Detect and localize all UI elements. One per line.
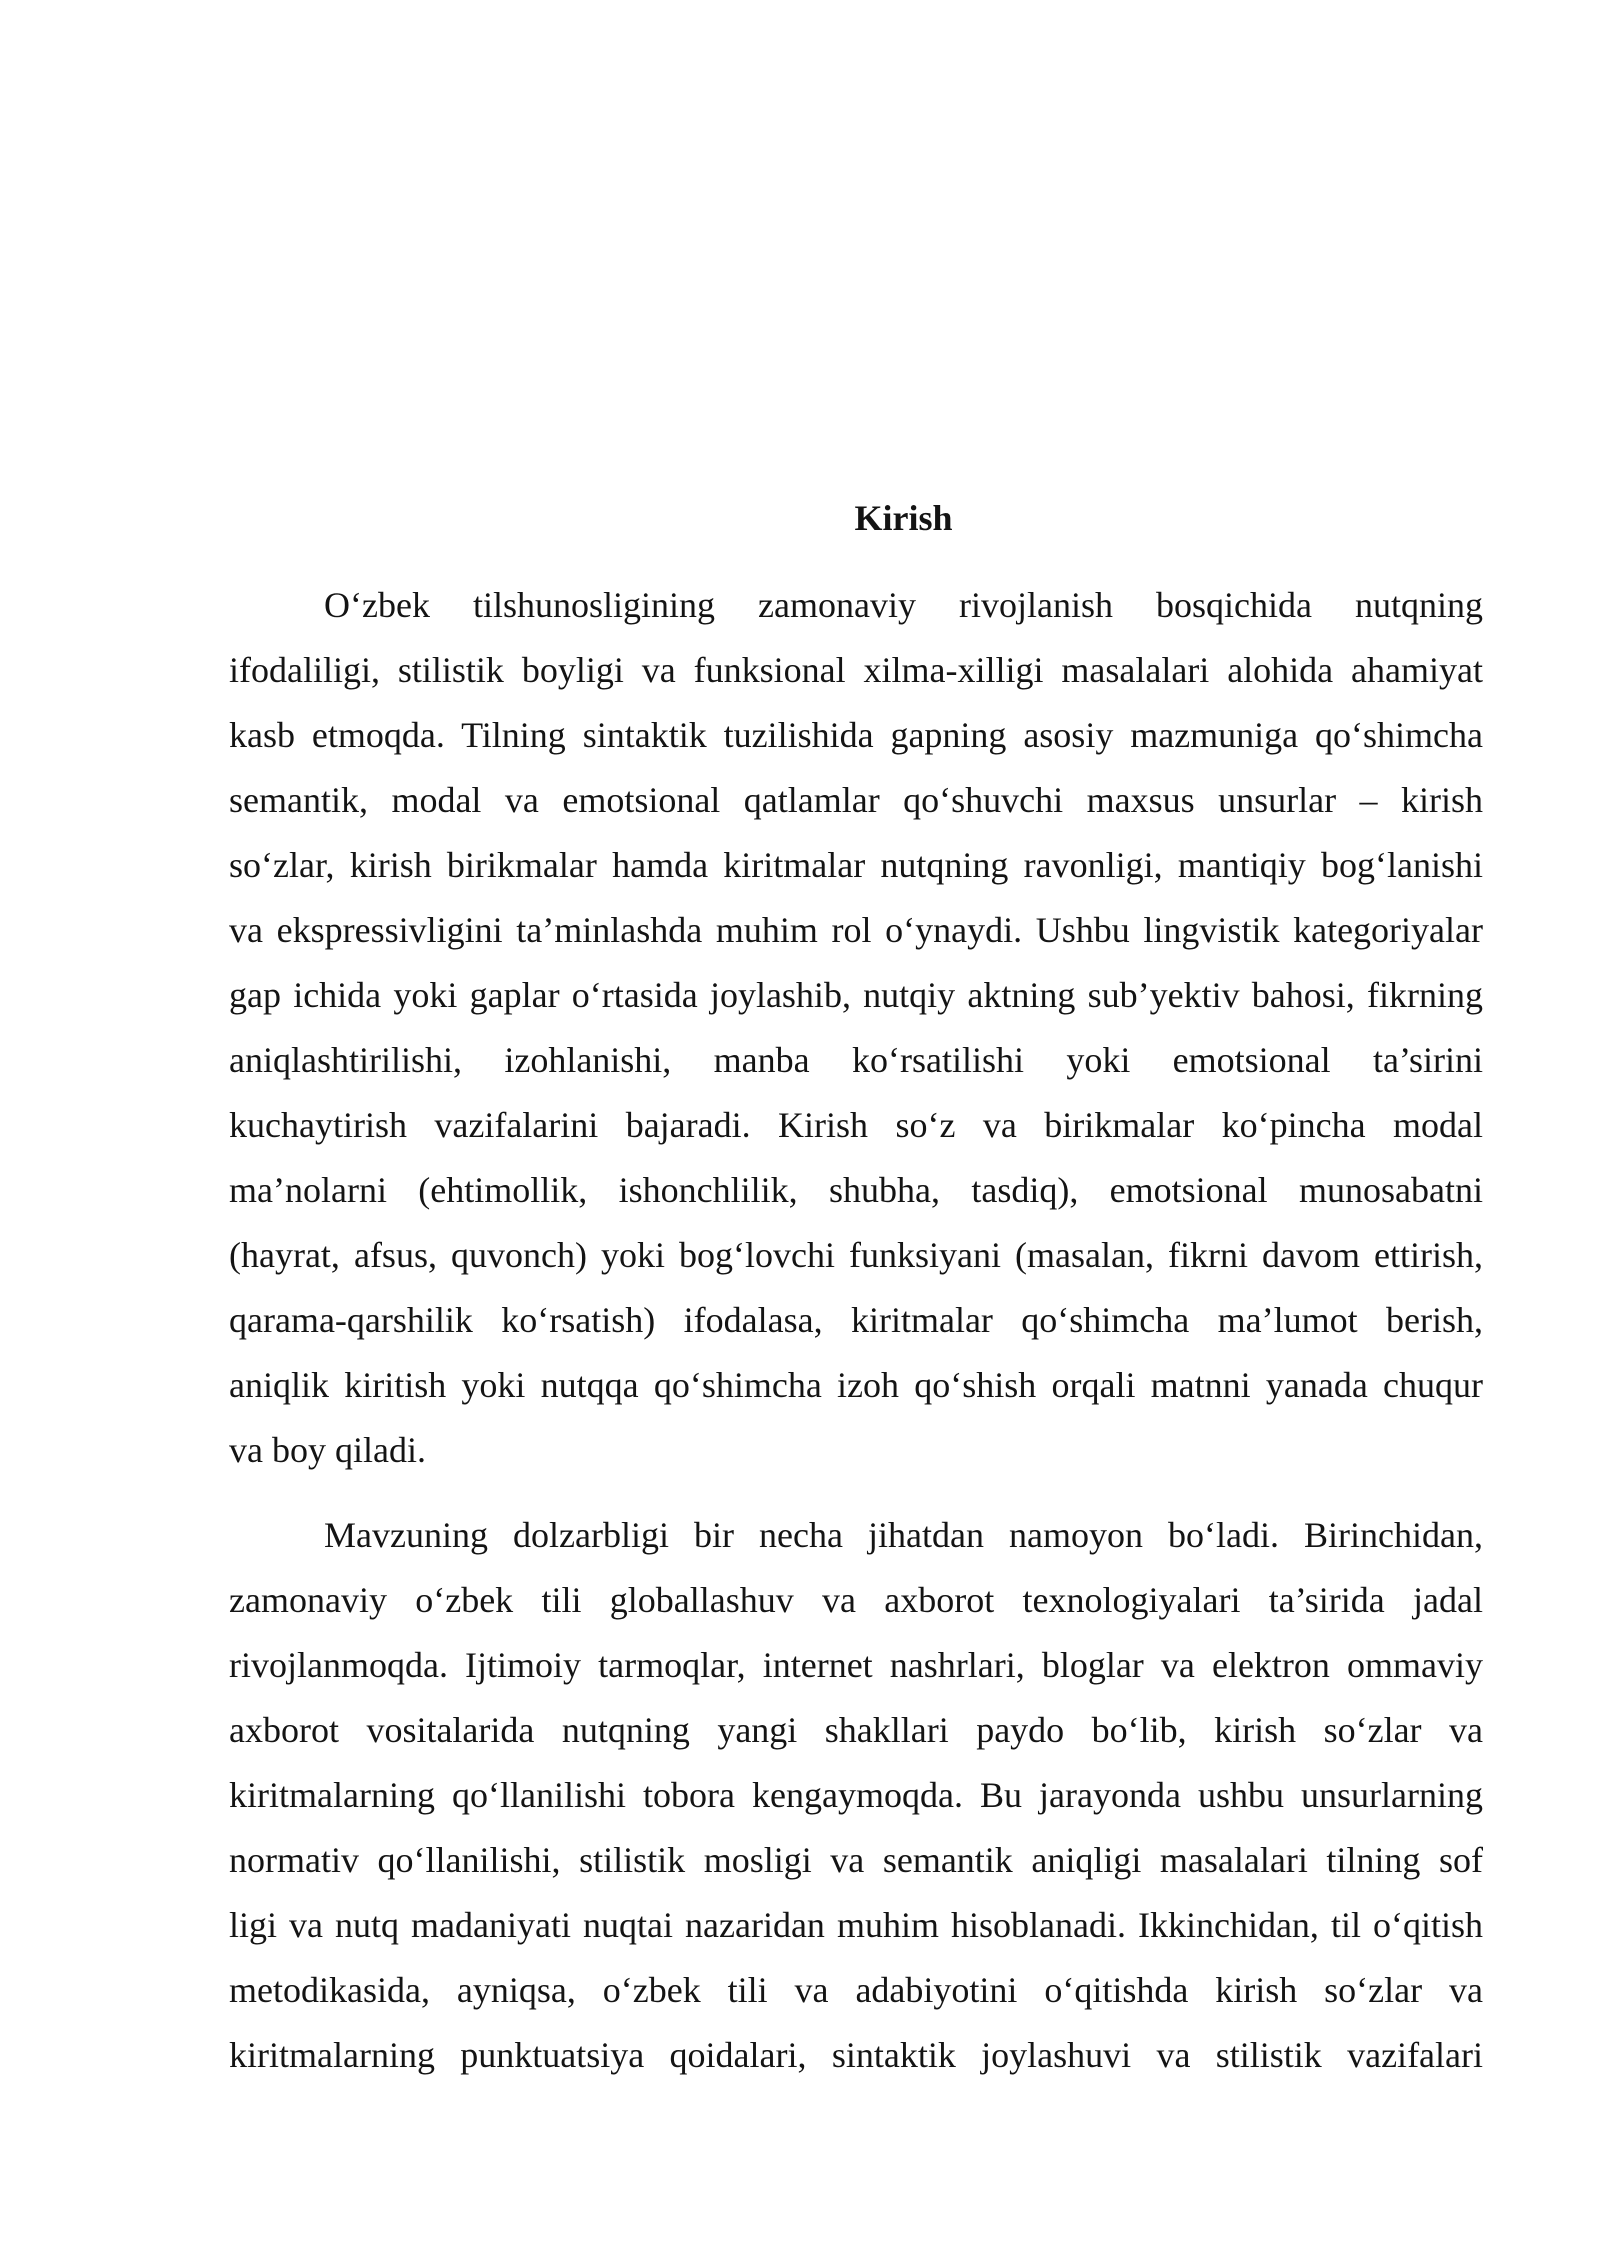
text-line: normativ qo‘llanilishi, stilistik mosligi va semantik aniqligi masalalari tilning sof — [229, 1840, 1483, 1880]
text-line: semantik, modal va emotsional qatlamlar qo‘shuvchi maxsus unsurlar – kirish — [229, 780, 1483, 820]
text-line: va ekspressivligini ta’minlashda muhim rol o‘ynaydi. Ushbu lingvistik kategoriyalar — [229, 910, 1483, 950]
text-line: ifodaliligi, stilistik boyligi va funksional xilma-xilligi masalalari alohida ahamiyat — [229, 650, 1483, 690]
text-line: kuchaytirish vazifalarini bajaradi. Kirish so‘z va birikmalar ko‘pincha modal — [229, 1105, 1483, 1145]
text-line: zamonaviy o‘zbek tili globallashuv va axborot texnologiyalari ta’sirida jadal — [229, 1580, 1483, 1620]
document-body — [229, 486, 1483, 2088]
text-line: ligi va nutq madaniyati nuqtai nazaridan muhim hisoblanadi. Ikkinchidan, til o‘qitish — [229, 1905, 1483, 1945]
text-line: metodikasida, ayniqsa, o‘zbek tili va adabiyotini o‘qitishda kirish so‘zlar va — [229, 1970, 1483, 2010]
text-line: so‘zlar, kirish birikmalar hamda kiritmalar nutqning ravonligi, mantiqiy bog‘lanishi — [229, 845, 1483, 885]
text-line: kasb etmoqda. Tilning sintaktik tuzilishida gapning asosiy mazmuniga qo‘shimcha — [229, 715, 1483, 755]
text-line: kiritmalarning punktuatsiya qoidalari, sintaktik joylashuvi va stilistik vazifalari — [229, 2035, 1483, 2075]
text-line: gap ichida yoki gaplar o‘rtasida joylashib, nutqiy aktning sub’yektiv bahosi, fikrning — [229, 975, 1483, 1015]
paragraph-introduction — [229, 573, 1483, 1483]
text-line: (hayrat, afsus, quvonch) yoki bog‘lovchi funksiyani (masalan, fikrni davom ettirish, — [229, 1235, 1483, 1275]
section-title: Kirish — [854, 498, 953, 538]
text-line: axborot vositalarida nutqning yangi shakllari paydo bo‘lib, kirish so‘zlar va — [229, 1710, 1483, 1750]
paragraph-relevance — [229, 1503, 1483, 2088]
text-line: qarama-qarshilik ko‘rsatish) ifodalasa, kiritmalar qo‘shimcha ma’lumot berish, — [229, 1300, 1483, 1340]
text-line: va boy qiladi. — [229, 1430, 426, 1470]
text-line: Mavzuning dolzarbligi bir necha jihatdan namoyon bo‘ladi. Birinchidan, — [324, 1515, 1483, 1555]
text-line: aniqlik kiritish yoki nutqqa qo‘shimcha izoh qo‘shish orqali matnni yanada chuqur — [229, 1365, 1483, 1405]
text-line: O‘zbek tilshunosligining zamonaviy rivojlanish bosqichida nutqning — [324, 585, 1483, 625]
text-line: aniqlashtirilishi, izohlanishi, manba ko‘rsatilishi yoki emotsional ta’sirini — [229, 1040, 1483, 1080]
text-line: kiritmalarning qo‘llanilishi tobora kengaymoqda. Bu jarayonda ushbu unsurlarning — [229, 1775, 1483, 1815]
text-line: rivojlanmoqda. Ijtimoiy tarmoqlar, internet nashrlari, bloglar va elektron ommaviy — [229, 1645, 1483, 1685]
text-line: ma’nolarni (ehtimollik, ishonchlilik, shubha, tasdiq), emotsional munosabatni — [229, 1170, 1483, 1210]
